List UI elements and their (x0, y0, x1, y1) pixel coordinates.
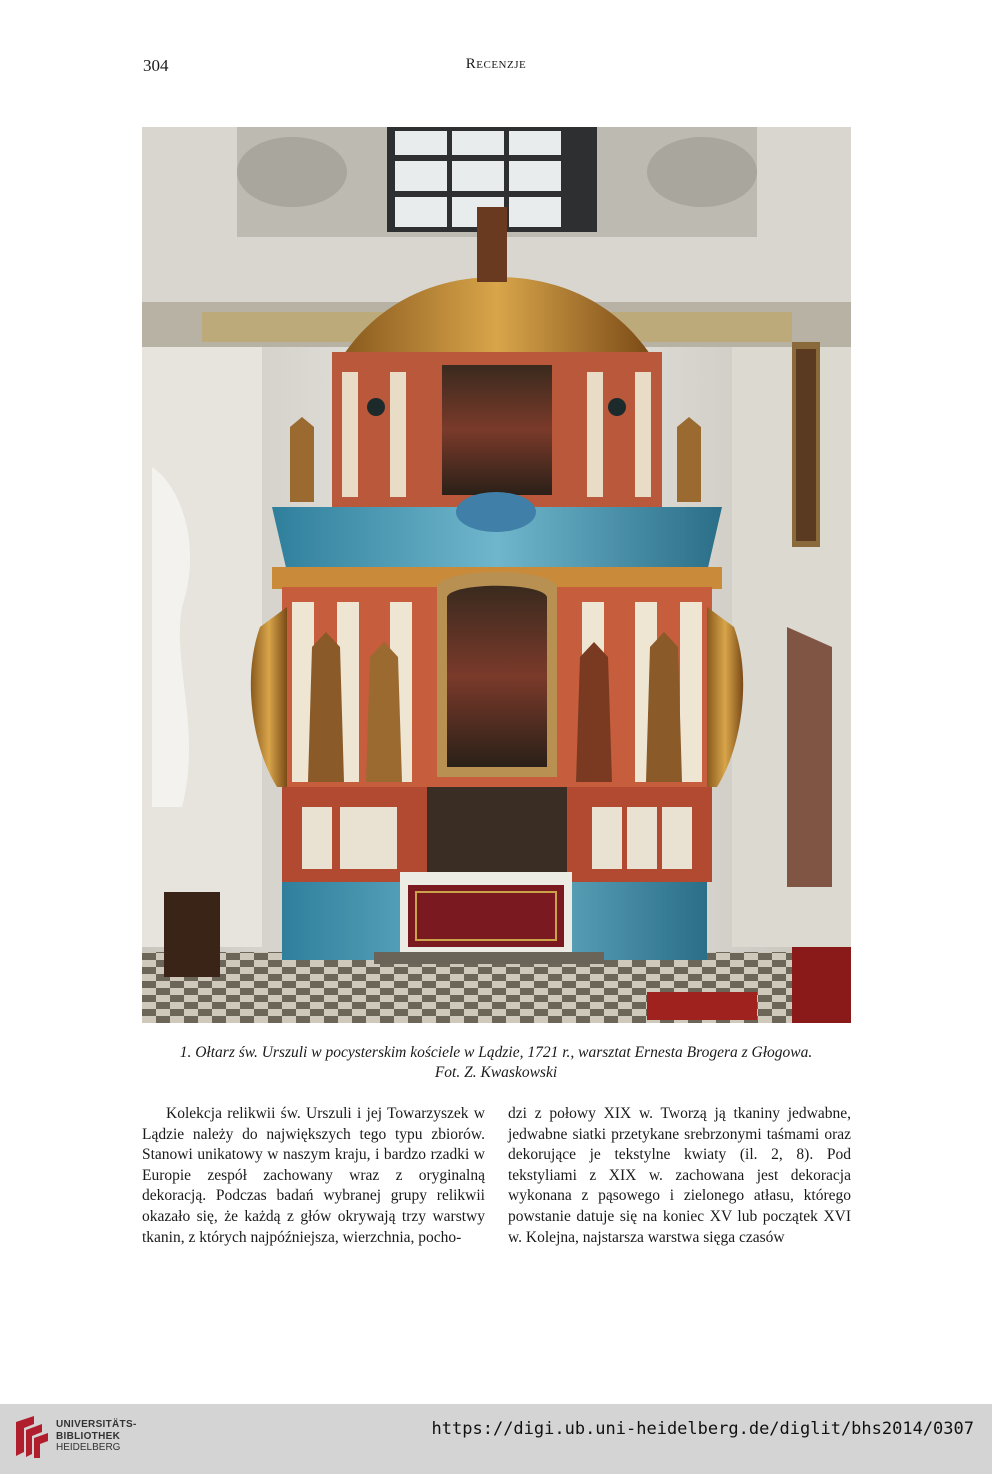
paragraph-left: Kolekcja relikwii św. Urszuli i jej Towarzyszek w Lądzie należy do największych tego typu zbiorów. Stanowi unikatowy w naszym kraju, i bardzo rzadki w Europie zespół zachowany wraz z oryginalną dekoracją. Podczas badań wybranej grupy relikwii okazało się, że każdą z głów okrywają trzy warstwy tkanin, z których najpóźniejsza, wierzchnia, pocho- (142, 1105, 485, 1246)
footer-bar (0, 1404, 992, 1474)
text-column-left (142, 1104, 485, 1248)
figure-caption (130, 1043, 862, 1083)
text-column-right (508, 1104, 851, 1248)
library-logo-icon (12, 1414, 52, 1460)
library-name-line-2: BIBLIOTHEK (56, 1430, 121, 1442)
altar-photograph (142, 127, 851, 1023)
library-name-line-3: HEIDELBERG (56, 1442, 121, 1453)
library-name-line-1: UNIVERSITÄTS- (56, 1419, 137, 1430)
caption-credit: Fot. Z. Kwaskowski (434, 1064, 558, 1081)
source-url-link[interactable]: https://digi.ub.uni-heidelberg.de/diglit/bhs2014/0307 (431, 1419, 974, 1439)
altar-illustration (142, 127, 851, 1023)
running-head: Recenzje (465, 56, 527, 72)
paragraph-right: dzi z połowy XIX w. Tworzą ją tkaniny jedwabne, jedwabne siatki przetykane srebrzonymi taśmami oraz dekorujące je tekstylne kwiaty (il. 2, 8). Pod tekstyliami z XIX w. zachowana jest dekoracja wykonana z pąsowego i zielonego atłasu, którego powstanie datuje się na koniec XV lub początek XVI w. Kolejna, najstarsza warstwa sięga czasów (508, 1105, 851, 1246)
page-number: 304 (143, 56, 169, 75)
library-name (56, 1419, 137, 1454)
caption-line-1: 1. Ołtarz św. Urszuli w pocysterskim kościele w Lądzie, 1721 r., warsztat Ernesta Brogera z Głogowa. (179, 1044, 813, 1061)
